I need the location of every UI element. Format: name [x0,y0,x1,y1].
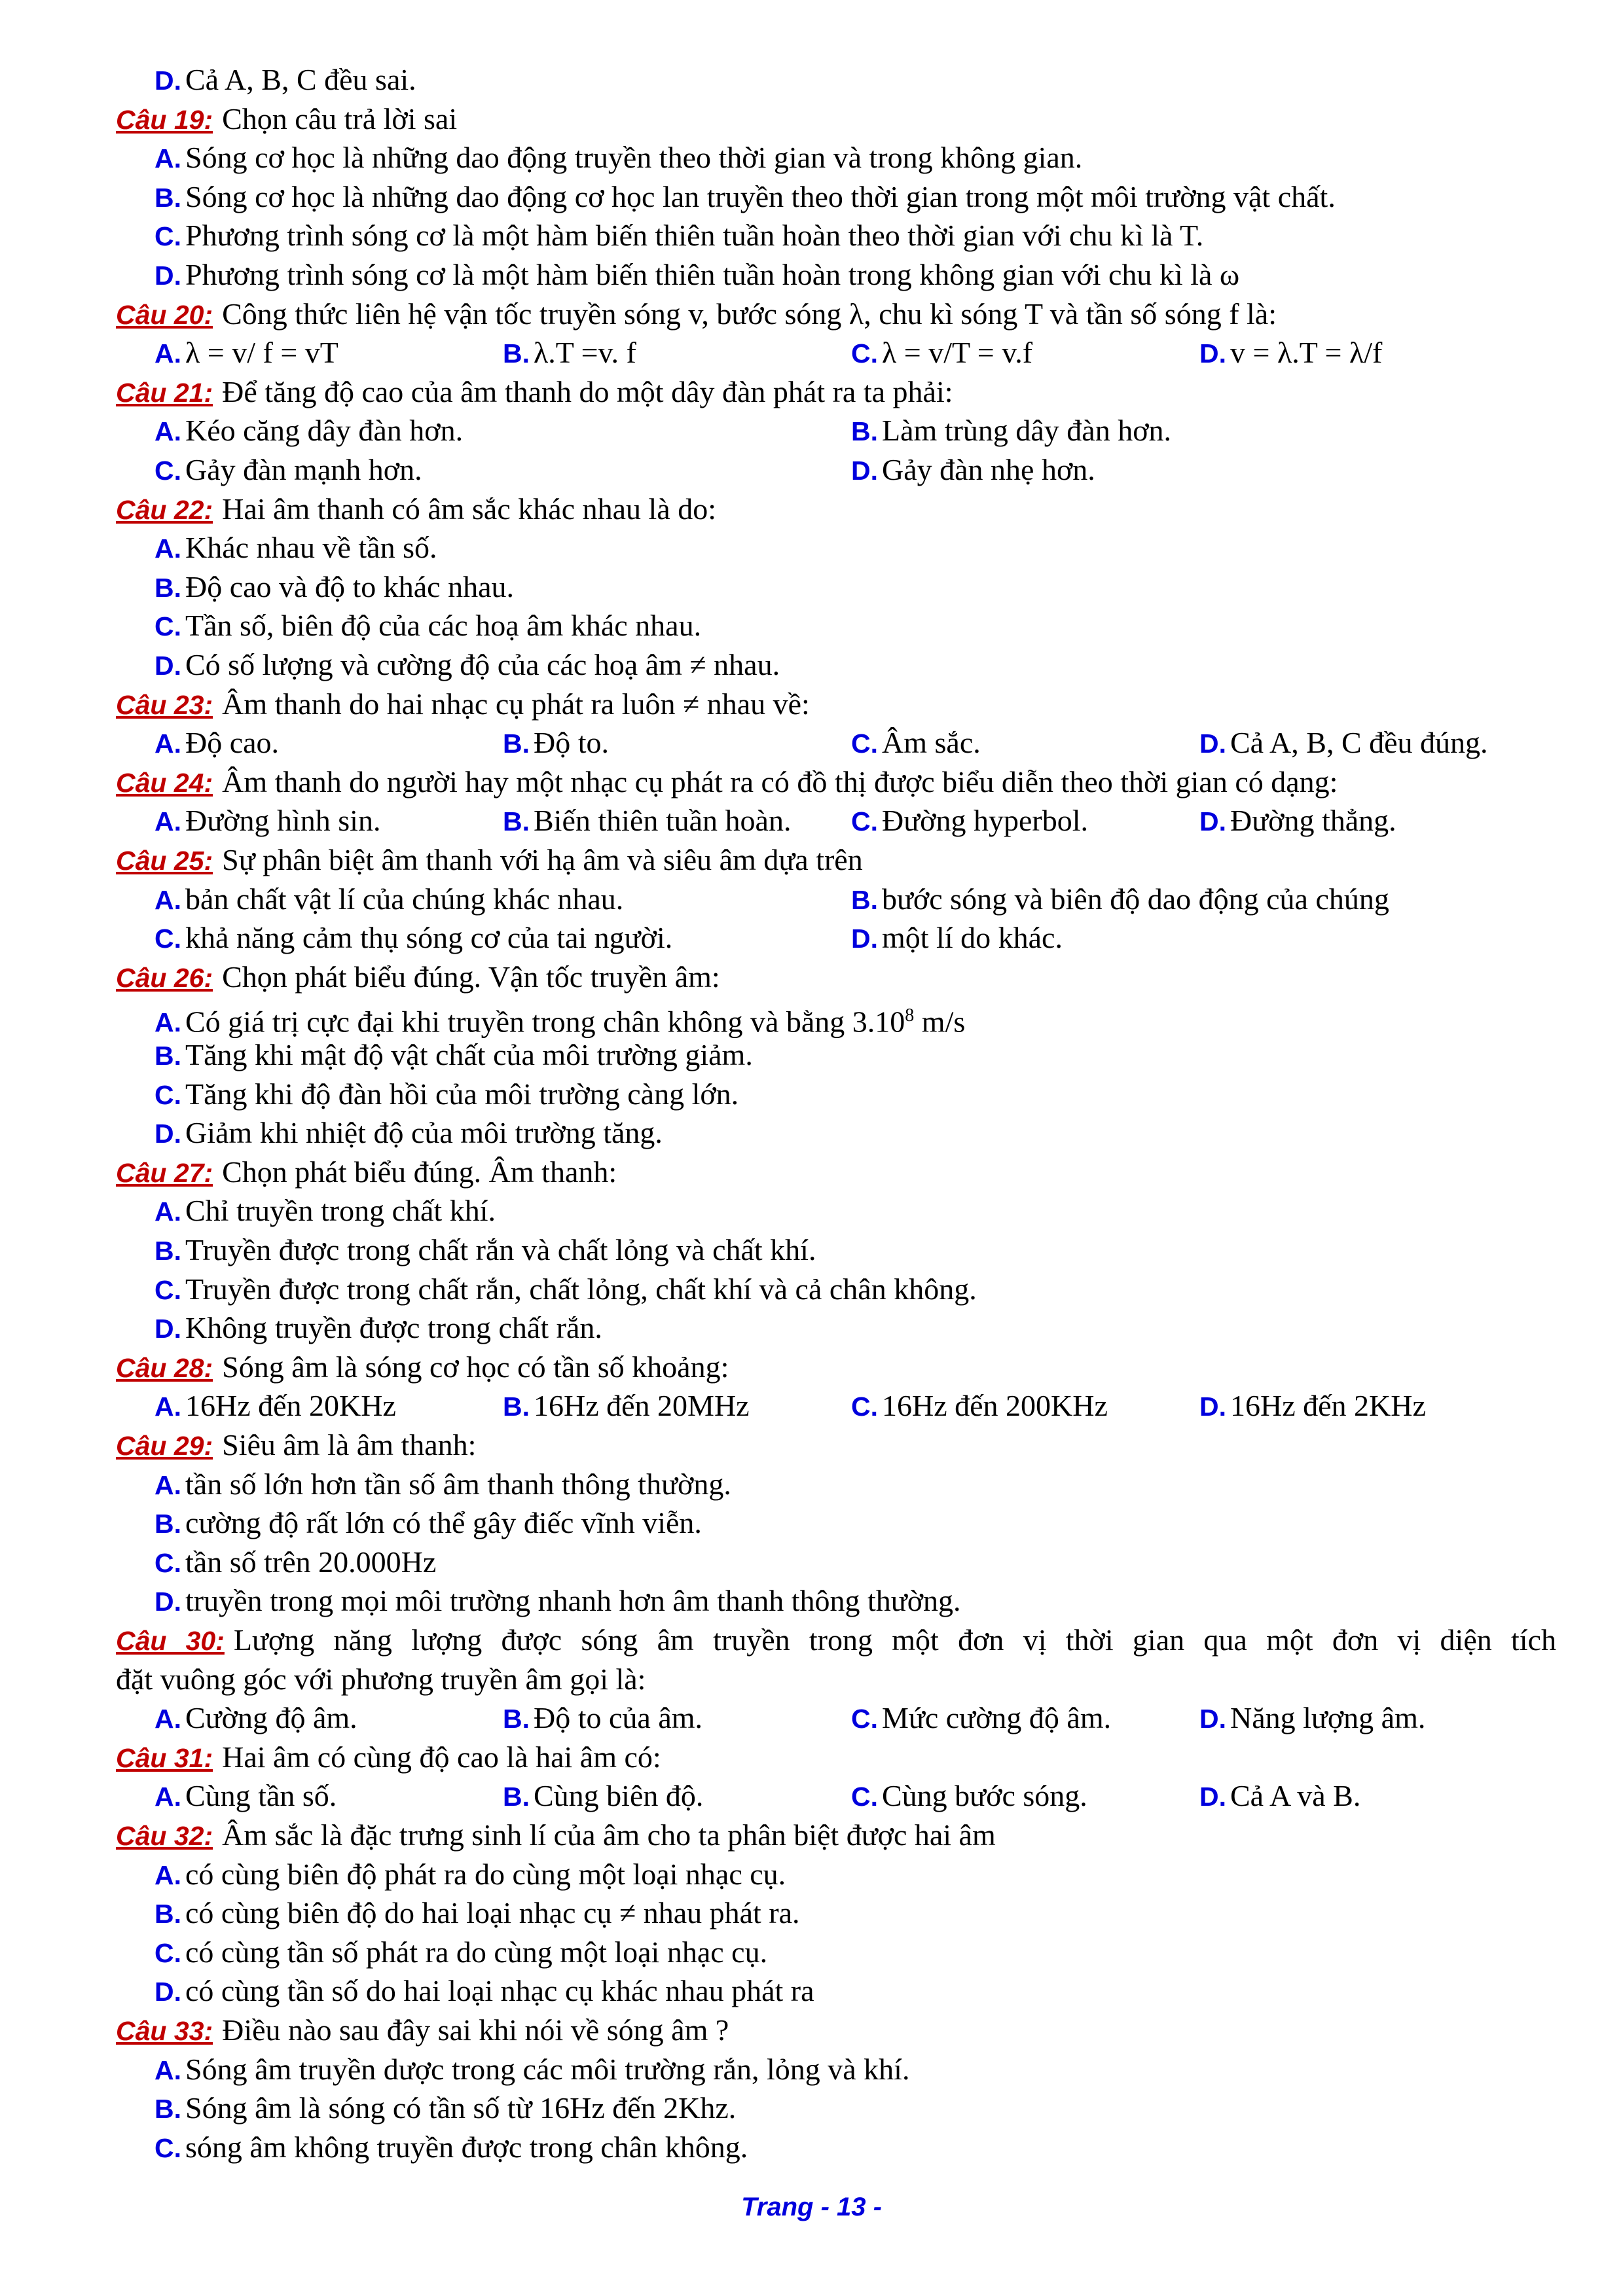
answer-option [1199,801,1396,841]
question-heading [116,372,953,412]
answer-option [155,528,437,568]
option-letter: D. [1199,1782,1226,1812]
answer-option [503,723,609,763]
answer-option [1199,723,1488,763]
option-letter: C. [851,728,878,759]
option-superscript: 8 [905,1005,915,1026]
question-heading [116,295,1277,334]
option-text: Phương trình sóng cơ là một hàm biến thiên tuần hoàn trong không gian với chu kì là ω [185,258,1240,291]
answer-option [851,723,981,763]
option-letter: A. [155,338,181,368]
question-number: Câu 33: [116,2016,213,2046]
question-number: Câu 20: [116,300,213,330]
question-number: Câu 27: [116,1158,213,1188]
option-letter: A. [155,806,181,836]
option-text: cường độ rất lớn có thể gây điếc vĩnh viễn. [185,1506,702,1539]
document-line [0,1776,1623,1816]
answer-option [851,450,1095,490]
document-line [0,1426,1623,1465]
document-line [0,450,1623,490]
question-number: Câu 32: [116,1821,213,1851]
option-text: một lí do khác. [882,921,1063,954]
answer-option [155,1465,731,1505]
document-line [0,1153,1623,1192]
answer-option [155,60,416,100]
answer-option [851,918,1063,958]
document-line [0,762,1623,802]
option-letter: D. [155,1314,181,1344]
document-line [0,1348,1623,1387]
question-number: Câu 31: [116,1743,213,1773]
option-letter: D. [155,1977,181,2007]
question-text: Lượng năng lượng được sóng âm truyền trong một đơn vị thời gian qua một đơn vị diện tích [233,1623,1557,1657]
question-number: Câu 19: [116,105,213,135]
answer-option [1199,333,1382,373]
option-text: tần số lớn hơn tần số âm thanh thông thường. [185,1467,731,1501]
question-heading [116,685,810,725]
answer-option [155,138,1082,178]
option-text: Cùng biên độ. [534,1779,704,1812]
option-text: có cùng tần số phát ra do cùng một loại nhạc cụ. [185,1935,768,1969]
option-letter: D. [851,456,878,486]
answer-option [155,567,514,607]
option-text: Đường thẳng. [1230,804,1396,837]
option-letter: C. [155,2133,181,2163]
option-text: tần số trên 20.000Hz [185,1545,437,1579]
answer-option [155,880,623,920]
document-line [0,801,1623,840]
option-text: 16Hz đến 20MHz [534,1389,750,1422]
answer-option [1199,1698,1425,1738]
option-letter: C. [155,611,181,641]
option-text: có cùng biên độ do hai loại nhạc cụ ≠ nhau phát ra. [185,1896,800,1929]
question-text: Âm thanh do hai nhạc cụ phát ra luôn ≠ nhau về: [222,687,810,721]
option-text: Sóng âm là sóng có tần số từ 16Hz đến 2Khz. [185,2091,737,2125]
question-number: Câu 25: [116,846,213,876]
document-line [0,1738,1623,1777]
option-text: Truyền được trong chất rắn và chất lỏng và chất khí. [185,1233,816,1266]
option-letter: C. [155,221,181,251]
answer-option [155,1776,337,1816]
document-line [0,1855,1623,1894]
option-text: Sóng âm truyền dược trong các môi trường rắn, lỏng và khí. [185,2053,910,2086]
option-text: Gảy đàn mạnh hơn. [185,453,422,486]
option-letter: A. [155,1007,181,1038]
option-text: Độ cao. [185,726,280,759]
option-letter: D. [155,651,181,681]
question-heading [116,1738,661,1778]
option-letter: A. [155,728,181,759]
option-letter: B. [503,806,530,836]
option-letter: A. [155,2055,181,2085]
option-text: Khác nhau về tần số. [185,531,437,564]
question-heading [116,1816,996,1856]
option-letter: D. [155,1587,181,1617]
option-text: Kéo căng dây đàn hơn. [185,414,464,447]
answer-option [155,1503,702,1543]
question-number: Câu 24: [116,768,213,798]
option-letter: C. [851,1704,878,1734]
option-letter: C. [851,1391,878,1422]
page-footer: Trang - 13 - [741,2193,882,2221]
answer-option [503,333,636,373]
answer-option [1199,1386,1426,1426]
option-letter: D. [155,65,181,96]
document-line [0,1816,1623,1855]
option-text: Biến thiên tuần hoàn. [534,804,792,837]
option-text: Cường độ âm. [185,1701,357,1734]
question-text: Chọn câu trả lời sai [222,102,458,135]
option-text: Cả A và B. [1230,1779,1361,1812]
answer-option [155,1933,767,1973]
option-letter: D. [1199,806,1226,836]
question-number: Câu 22: [116,495,213,525]
option-letter: A. [155,1391,181,1422]
option-letter: C. [155,1275,181,1305]
option-text: Độ to. [534,726,609,759]
question-text: Siêu âm là âm thanh: [222,1428,477,1462]
answer-option [851,880,1389,920]
answer-option [155,918,672,958]
option-text: Mức cường độ âm. [882,1701,1112,1734]
option-letter: A. [155,1704,181,1734]
question-text: Chọn phát biểu đúng. Âm thanh: [222,1155,617,1189]
question-heading [116,1153,617,1193]
option-text: sóng âm không truyền được trong chân không. [185,2130,748,2164]
answer-option [155,1698,357,1738]
option-text: Phương trình sóng cơ là một hàm biến thiên tuần hoàn theo thời gian với chu kì là T. [185,219,1204,252]
option-text: Âm sắc. [882,726,981,759]
option-text: Gảy đàn nhẹ hơn. [882,453,1095,486]
option-letter: B. [155,2094,181,2124]
document-line [0,840,1623,880]
answer-option [851,333,1032,373]
question-heading [116,1348,729,1388]
option-text: Độ to của âm. [534,1701,703,1734]
option-text: Cùng bước sóng. [882,1779,1087,1812]
option-text: Cả A, B, C đều sai. [185,63,416,96]
option-text: v = λ.T = λ/f [1230,336,1383,369]
option-letter: B. [155,183,181,213]
document-line [0,958,1623,997]
question-text: Hai âm có cùng độ cao là hai âm có: [222,1740,661,1774]
option-letter: C. [851,1782,878,1812]
document-line [0,2128,1623,2167]
answer-option [155,1893,800,1933]
option-text: Tăng khi độ đàn hồi của môi trường càng lớn. [185,1077,739,1111]
answer-option [503,1698,702,1738]
document-line [0,60,1623,99]
option-letter: A. [155,1196,181,1227]
option-text: Năng lượng âm. [1230,1701,1426,1734]
question-text: Sóng âm là sóng cơ học có tần số khoảng: [222,1350,729,1384]
document-line [0,138,1623,177]
answer-option [155,1270,977,1310]
document-line [0,1075,1623,1114]
document-line [0,1543,1623,1582]
document-line [0,2050,1623,2089]
answer-option [851,801,1088,841]
question-heading [116,1621,1556,1660]
answer-option [503,801,791,841]
answer-option [155,1971,814,2011]
answer-option [155,1386,396,1426]
document-line [0,685,1623,724]
answer-option [155,645,780,685]
answer-option [155,1035,753,1075]
option-text: Có số lượng và cường độ của các hoạ âm ≠ nhau. [185,648,780,681]
option-letter: B. [155,1509,181,1539]
answer-option [155,606,701,646]
answer-option [155,1543,436,1583]
option-letter: B. [155,1899,181,1929]
document-line [0,606,1623,645]
answer-option [155,801,380,841]
option-text: λ = v/ f = vT [185,336,338,369]
option-text: Có giá trị cực đại khi truyền trong chân không và bằng 3.10 [185,1005,905,1039]
document-line [0,723,1623,762]
document-line [0,1971,1623,2011]
option-text: Cả A, B, C đều đúng. [1230,726,1488,759]
document-line [0,372,1623,412]
document-line [0,1308,1623,1348]
option-letter: C. [155,1938,181,1968]
answer-option [155,255,1239,295]
document-line [0,880,1623,919]
option-text: λ = v/T = v.f [882,336,1033,369]
document-line [0,295,1623,334]
option-text-unit: m/s [914,1005,966,1039]
answer-option [851,1698,1111,1738]
answer-option [155,1308,602,1348]
option-text: 16Hz đến 200KHz [882,1389,1108,1422]
document-line [0,996,1623,1039]
document-line [0,490,1623,529]
answer-option [1199,1776,1360,1816]
option-letter: B. [155,573,181,603]
question-number: Câu 29: [116,1431,213,1461]
document-line [0,333,1623,372]
document-line [0,1113,1623,1153]
document-line [0,1386,1623,1426]
option-text: Đường hyperbol. [882,804,1088,837]
option-letter: C. [155,456,181,486]
question-heading [116,490,716,529]
answer-option [851,1386,1108,1426]
option-letter: B. [503,338,530,368]
document-line [0,1035,1623,1075]
question-number: Câu 21: [116,378,213,408]
option-text: Làm trùng dây đàn hơn. [882,414,1172,447]
option-letter: D. [155,260,181,291]
option-letter: B. [155,1041,181,1071]
option-text: 16Hz đến 2KHz [1230,1389,1426,1422]
option-letter: B. [851,885,878,915]
option-letter: A. [155,416,181,446]
option-letter: D. [1199,728,1226,759]
answer-option [851,411,1171,451]
option-letter: A. [155,1860,181,1890]
option-text: bản chất vật lí của chúng khác nhau. [185,882,624,916]
option-text: 16Hz đến 20KHz [185,1389,396,1422]
answer-option [155,1191,496,1231]
option-letter: A. [155,1782,181,1812]
option-text: Đường hình sin. [185,804,381,837]
document-line [0,2011,1623,2050]
option-text: Truyền được trong chất rắn, chất lỏng, chất khí và cả chân không. [185,1272,977,1306]
question-number: Câu 26: [116,963,213,993]
question-text: Chọn phát biểu đúng. Vận tốc truyền âm: [222,960,720,994]
option-letter: D. [155,1119,181,1149]
option-text: truyền trong mọi môi trường nhanh hơn âm thanh thông thường. [185,1584,961,1617]
answer-option [155,1855,786,1895]
option-letter: B. [503,1782,530,1812]
option-letter: A. [155,885,181,915]
option-letter: A. [155,143,181,173]
document-line [0,1230,1623,1270]
document-line [0,216,1623,255]
option-text: Sóng cơ học là những dao động truyền theo thời gian và trong không gian. [185,141,1083,174]
option-text: có cùng tần số do hai loại nhạc cụ khác nhau phát ra [185,1974,814,2007]
option-text: Không truyền được trong chất rắn. [185,1311,602,1344]
question-heading [116,762,1338,802]
option-text: Chỉ truyền trong chất khí. [185,1194,496,1227]
option-letter: D. [1199,1391,1226,1422]
answer-option [155,450,422,490]
question-number: Câu 23: [116,690,213,720]
option-text: Tần số, biên độ của các hoạ âm khác nhau. [185,609,702,642]
option-text: khả năng cảm thụ sóng cơ của tai người. [185,921,673,954]
document-line [0,177,1623,217]
question-heading [116,1426,476,1465]
answer-option [155,1581,961,1621]
document-line [0,411,1623,450]
answer-option [503,1776,703,1816]
option-letter: A. [155,533,181,564]
document-line [0,1465,1623,1504]
option-letter: C. [155,1548,181,1578]
document-line [0,1270,1623,1309]
answer-option [155,2050,909,2090]
answer-option [155,411,463,451]
document-line [0,1581,1623,1621]
answer-option [503,1386,750,1426]
option-letter: B. [155,1236,181,1266]
option-letter: B. [503,1391,530,1422]
document-line [0,1933,1623,1972]
answer-option [155,1113,663,1153]
answer-option [851,1776,1087,1816]
document-line [0,645,1623,685]
document-line [0,1503,1623,1543]
question-text-continued: đặt vuông góc với phương truyền âm gọi là: [116,1662,646,1696]
option-text: có cùng biên độ phát ra do cùng một loại nhạc cụ. [185,1857,786,1891]
option-letter: D. [851,924,878,954]
question-text: Sự phân biệt âm thanh với hạ âm và siêu âm dựa trên [222,843,863,876]
document-line [0,1893,1623,1933]
option-text: λ.T =v. f [534,336,636,369]
answer-option [155,2089,736,2128]
option-text: bước sóng và biên độ dao động của chúng [882,882,1389,916]
question-text: Điều nào sau đây sai khi nói về sóng âm ? [222,2013,729,2047]
option-letter: C. [155,1080,181,1110]
answer-option [155,2128,748,2168]
document-line [0,1621,1623,1660]
option-letter: B. [503,728,530,759]
question-text: Để tăng độ cao của âm thanh do một dây đàn phát ra ta phải: [222,375,953,408]
document-line [0,528,1623,567]
document-line [0,2089,1623,2128]
answer-option [155,723,279,763]
option-letter: C. [851,338,878,368]
option-letter: C. [155,924,181,954]
option-letter: D. [1199,1704,1226,1734]
document-line [0,1698,1623,1738]
option-text: Độ cao và độ to khác nhau. [185,570,515,603]
question-text: Âm sắc là đặc trưng sinh lí của âm cho ta phân biệt được hai âm [222,1818,996,1852]
answer-option [155,216,1203,256]
question-heading [116,2011,729,2051]
option-text: Cùng tần số. [185,1779,337,1812]
document-line [0,1191,1623,1230]
option-letter: D. [1199,338,1226,368]
question-number: Câu 28: [116,1353,213,1383]
answer-option [155,1075,739,1115]
option-text: Giảm khi nhiệt độ của môi trường tăng. [185,1116,663,1149]
question-text: Âm thanh do người hay một nhạc cụ phát ra có đồ thị được biểu diễn theo thời gian có dạng: [222,765,1338,798]
option-letter: B. [503,1704,530,1734]
option-letter: B. [851,416,878,446]
document-line [0,255,1623,295]
document-line [0,1660,1623,1699]
question-heading [116,840,863,880]
option-letter: C. [851,806,878,836]
option-text: Sóng cơ học là những dao động cơ học lan truyền theo thời gian trong một môi trường vật chất. [185,180,1336,213]
option-text: Tăng khi mật độ vật chất của môi trường giảm. [185,1038,753,1071]
question-heading [116,958,720,997]
document-line [0,918,1623,958]
answer-option [155,1230,816,1270]
answer-option [155,333,338,373]
document-line [0,99,1623,139]
document-line [0,567,1623,607]
question-number: Câu 30: [116,1626,225,1656]
question-heading [116,99,457,139]
option-letter: A. [155,1470,181,1500]
question-text: Hai âm thanh có âm sắc khác nhau là do: [222,492,716,526]
question-text: Công thức liên hệ vận tốc truyền sóng v, bước sóng λ, chu kì sóng T và tần số sóng f là: [222,297,1277,331]
answer-option [155,177,1336,217]
